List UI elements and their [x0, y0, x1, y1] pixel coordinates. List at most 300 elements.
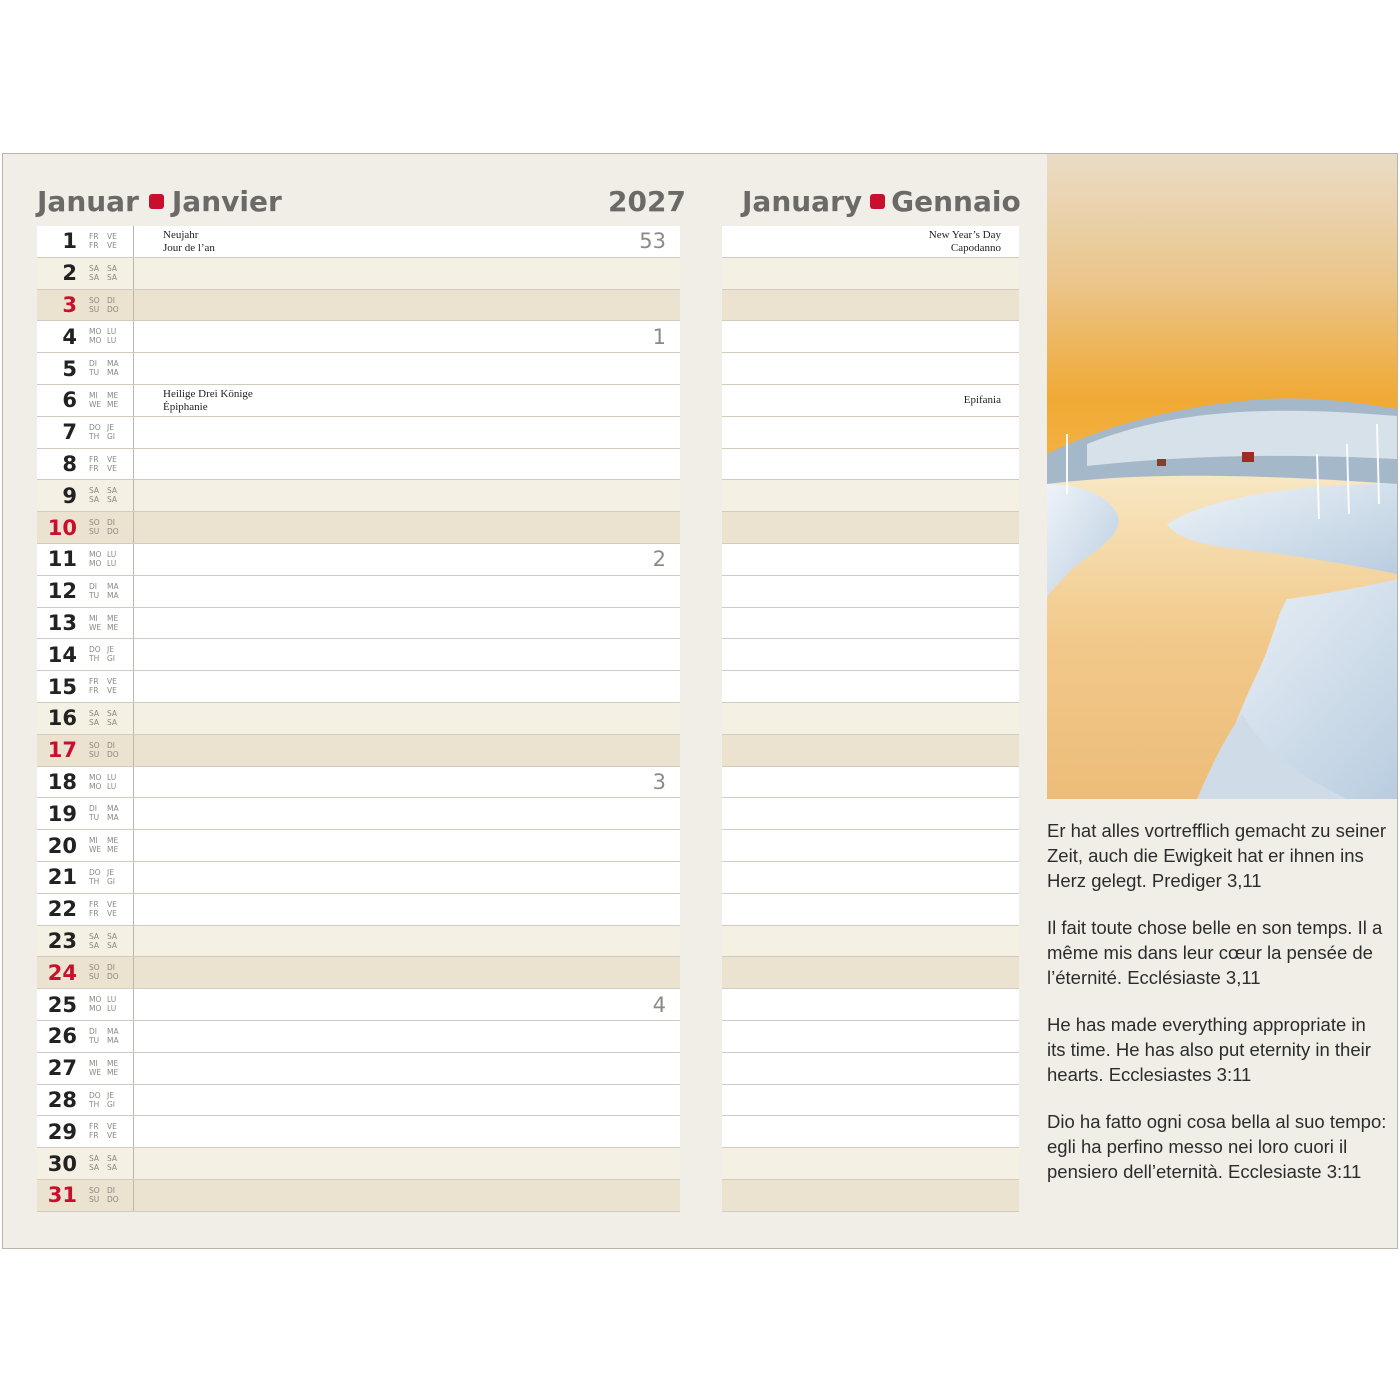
weekday-abbr: FR — [89, 1122, 99, 1132]
weekday-abbreviations — [89, 932, 129, 950]
weekday-abbr: SA — [89, 940, 100, 950]
weekday-abbr: SU — [89, 527, 100, 537]
weekday-abbr: VE — [107, 677, 117, 687]
weekday-abbr: VE — [107, 686, 117, 696]
weekday-abbreviations — [89, 900, 129, 918]
day-number: 13 — [47, 610, 77, 635]
column-divider — [133, 735, 134, 766]
weekday-abbr: SA — [107, 1154, 118, 1164]
day-row[interactable] — [37, 512, 680, 544]
day-number: 2 — [62, 261, 77, 286]
day-number: 10 — [47, 515, 77, 540]
weekday-abbr: LU — [107, 336, 117, 346]
day-number: 17 — [47, 738, 77, 763]
weekday-abbr: MO — [89, 781, 102, 791]
weekday-abbreviations — [89, 1186, 129, 1204]
weekday-abbr: DI — [107, 963, 115, 973]
day-row-notes[interactable] — [722, 480, 1019, 512]
weekday-abbr: VE — [107, 454, 117, 464]
day-number: 27 — [47, 1056, 77, 1081]
weekday-abbr: JE — [107, 1090, 114, 1100]
day-number: 15 — [47, 674, 77, 699]
weekday-abbr: DI — [107, 1185, 115, 1195]
holiday-note-line: Capodanno — [950, 242, 1001, 254]
day-row[interactable] — [37, 767, 680, 799]
weekday-abbreviations — [89, 868, 129, 886]
weekday-abbreviations — [89, 709, 129, 727]
weekday-abbr: MA — [107, 368, 119, 378]
weekday-abbreviations — [89, 995, 129, 1013]
day-row-notes[interactable] — [722, 608, 1019, 640]
column-divider — [133, 1116, 134, 1147]
holiday-note-line: New Year’s Day — [928, 229, 1001, 241]
weekday-abbr: DO — [89, 645, 101, 655]
day-row-notes[interactable] — [722, 417, 1019, 449]
day-row-notes[interactable] — [722, 385, 1019, 417]
weekday-abbr: SA — [107, 1163, 118, 1173]
day-row-notes[interactable] — [722, 258, 1019, 290]
weekday-abbr: FR — [89, 686, 99, 696]
day-number: 14 — [47, 642, 77, 667]
column-divider — [133, 544, 134, 575]
day-row-notes[interactable] — [722, 1148, 1019, 1180]
weekday-abbr: MA — [107, 1026, 119, 1036]
day-number: 22 — [47, 897, 77, 922]
weekday-abbr: DI — [107, 518, 115, 528]
weekday-abbreviations — [89, 1122, 129, 1140]
weekday-abbreviations — [89, 1091, 129, 1109]
column-divider — [133, 830, 134, 861]
day-row-notes[interactable] — [722, 894, 1019, 926]
day-row-notes[interactable] — [722, 830, 1019, 862]
weekday-abbr: LU — [107, 995, 117, 1005]
weekday-abbr: ME — [107, 613, 119, 623]
weekday-abbr: SO — [89, 295, 100, 305]
winter-river-illustration — [1047, 154, 1397, 799]
column-divider — [133, 1148, 134, 1179]
day-row-notes[interactable] — [722, 767, 1019, 799]
column-divider — [133, 226, 134, 257]
calendar-page — [2, 153, 1398, 1249]
day-row[interactable] — [37, 449, 680, 481]
day-number: 21 — [47, 865, 77, 890]
day-row[interactable] — [37, 576, 680, 608]
day-row-notes[interactable] — [722, 1116, 1019, 1148]
weekday-abbr: MA — [107, 804, 119, 814]
weekday-abbr: FR — [89, 232, 99, 241]
weekday-abbreviations — [89, 804, 129, 822]
weekday-abbr: SA — [107, 708, 118, 718]
weekday-abbr: SU — [89, 1194, 100, 1204]
weekday-abbreviations — [89, 327, 129, 345]
column-divider — [133, 798, 134, 829]
column-divider — [133, 957, 134, 988]
day-row-notes[interactable] — [722, 862, 1019, 894]
weekday-abbr: MO — [89, 558, 102, 568]
day-number: 25 — [47, 992, 77, 1017]
day-number: 9 — [62, 483, 77, 508]
day-row-notes[interactable] — [722, 576, 1019, 608]
weekday-abbr: TU — [89, 813, 100, 823]
column-divider — [133, 1085, 134, 1116]
weekday-abbr: TU — [89, 590, 100, 600]
verse-fr: Il fait toute chose belle en son temps. Il a même mis dans leur cœur la pensée de l’éternité. Ecclésiaste 3,11 — [1047, 917, 1383, 988]
weekday-abbr: MA — [107, 813, 119, 823]
weekday-abbreviations — [89, 518, 129, 536]
weekday-abbr: DO — [107, 1194, 119, 1204]
day-number: 8 — [62, 451, 77, 476]
weekday-abbr: WE — [89, 622, 102, 632]
day-number: 19 — [47, 801, 77, 826]
day-row-notes[interactable] — [722, 989, 1019, 1021]
day-number: 3 — [62, 292, 77, 317]
weekday-abbr: LU — [107, 549, 117, 559]
day-number: 12 — [47, 579, 77, 604]
weekday-abbreviations — [89, 391, 129, 409]
day-row[interactable] — [37, 1116, 680, 1148]
weekday-abbr: MI — [89, 1058, 98, 1068]
weekday-abbr: TH — [89, 431, 100, 441]
weekday-abbr: SA — [89, 272, 100, 282]
weekday-abbr: DO — [89, 867, 101, 877]
weekday-abbr: FR — [89, 1131, 99, 1141]
day-row-notes[interactable] — [722, 1053, 1019, 1085]
verse-it: Dio ha fatto ogni cosa bella al suo tempo: egli ha perfino messo nei loro cuori il pensiero dell’eternità. Ecclesiaste 3:11 — [1047, 1111, 1387, 1182]
day-row-notes[interactable] — [722, 671, 1019, 703]
weekday-abbr: VE — [107, 241, 117, 250]
day-row-notes[interactable] — [722, 1085, 1019, 1117]
day-row[interactable] — [37, 321, 680, 353]
weekday-abbr: VE — [107, 1131, 117, 1141]
day-row[interactable] — [37, 639, 680, 671]
weekday-abbr: SU — [89, 749, 100, 759]
weekday-abbr: GI — [107, 1099, 116, 1109]
column-divider — [133, 894, 134, 925]
weekday-abbr: ME — [107, 1067, 119, 1077]
day-row-notes[interactable] — [722, 290, 1019, 322]
weekday-abbreviations — [89, 486, 129, 504]
holiday-note-line: Heilige Drei Könige — [163, 387, 253, 400]
day-row[interactable] — [37, 1053, 680, 1085]
day-number: 18 — [47, 769, 77, 794]
day-number: 6 — [62, 388, 77, 413]
weekday-abbreviations — [89, 232, 129, 250]
red-square-icon — [870, 194, 885, 209]
weekday-abbreviations — [89, 296, 129, 314]
column-divider — [133, 512, 134, 543]
day-row-notes[interactable] — [722, 544, 1019, 576]
weekday-abbreviations — [89, 741, 129, 759]
weekday-abbr: LU — [107, 1004, 117, 1014]
day-number: 1 — [62, 229, 77, 254]
day-row-notes[interactable] — [722, 798, 1019, 830]
bible-verse-panel — [1047, 818, 1387, 1206]
weekday-abbreviations — [89, 550, 129, 568]
day-list-left — [37, 226, 680, 1212]
weekday-abbr: SA — [107, 931, 118, 941]
weekday-abbr: FR — [89, 677, 99, 687]
weekday-abbr: SO — [89, 963, 100, 973]
column-divider — [133, 767, 134, 798]
column-divider — [133, 703, 134, 734]
weekday-abbr: MI — [89, 613, 98, 623]
column-divider — [133, 1180, 134, 1211]
day-row[interactable] — [37, 258, 680, 290]
weekday-abbr: SA — [89, 717, 100, 727]
weekday-abbreviations — [89, 963, 129, 981]
weekday-abbr: SA — [107, 940, 118, 950]
weekday-abbr: VE — [107, 908, 117, 918]
day-row-notes[interactable] — [722, 449, 1019, 481]
winter-landscape-photo — [1047, 154, 1397, 799]
day-number: 24 — [47, 960, 77, 985]
weekday-abbr: ME — [107, 399, 119, 409]
weekday-abbr: TU — [89, 1035, 100, 1045]
column-divider — [133, 926, 134, 957]
day-number: 20 — [47, 833, 77, 858]
day-number: 31 — [47, 1183, 77, 1208]
column-divider — [133, 671, 134, 702]
weekday-abbr: ME — [107, 622, 119, 632]
column-divider — [133, 449, 134, 480]
weekday-abbr: WE — [89, 399, 102, 409]
day-row[interactable] — [37, 957, 680, 989]
column-divider — [133, 353, 134, 384]
weekday-abbreviations — [89, 677, 129, 695]
weekday-abbr: FR — [89, 454, 99, 464]
day-row-notes[interactable] — [722, 735, 1019, 767]
day-row-notes[interactable] — [722, 321, 1019, 353]
day-number: 29 — [47, 1119, 77, 1144]
weekday-abbr: TH — [89, 654, 100, 664]
day-row[interactable] — [37, 926, 680, 958]
day-row-notes[interactable] — [722, 353, 1019, 385]
day-row[interactable] — [37, 226, 680, 258]
weekday-abbr: GI — [107, 431, 116, 441]
weekday-abbr: DO — [107, 749, 119, 759]
weekday-abbreviations — [89, 455, 129, 473]
column-divider — [133, 321, 134, 352]
weekday-abbr: SA — [89, 931, 100, 941]
year-label: 2027 — [608, 185, 686, 218]
week-number: 1 — [652, 324, 666, 349]
column-divider — [133, 639, 134, 670]
column-divider — [133, 417, 134, 448]
weekday-abbr: FR — [89, 463, 99, 473]
weekday-abbr: LU — [107, 327, 117, 337]
weekday-abbr: LU — [107, 558, 117, 568]
weekday-abbr: FR — [89, 241, 99, 250]
holiday-note-line: Neujahr — [163, 229, 199, 241]
day-row-notes[interactable] — [722, 1021, 1019, 1053]
weekday-abbr: MO — [89, 336, 102, 346]
holiday-note-line: Épiphanie — [163, 400, 208, 413]
weekday-abbr: VE — [107, 1122, 117, 1132]
weekday-abbreviations — [89, 1027, 129, 1045]
day-row-notes[interactable] — [722, 1180, 1019, 1212]
day-number: 30 — [47, 1151, 77, 1176]
weekday-abbr: SA — [89, 708, 100, 718]
weekday-abbr: DI — [89, 804, 97, 814]
holiday-note — [964, 394, 1001, 407]
verse-en: He has made everything appropriate in its time. He has also put eternity in their hearts. Ecclesiastes 3:11 — [1047, 1014, 1371, 1085]
day-number: 16 — [47, 706, 77, 731]
holiday-note — [163, 388, 253, 414]
red-square-icon — [149, 194, 164, 209]
weekday-abbr: SA — [89, 495, 100, 505]
column-divider — [133, 862, 134, 893]
weekday-abbr: DO — [107, 527, 119, 537]
weekday-abbr: FR — [89, 899, 99, 909]
weekday-abbr: VE — [107, 463, 117, 473]
weekday-abbr: SA — [89, 486, 100, 496]
column-divider — [133, 385, 134, 416]
day-number: 4 — [62, 324, 77, 349]
weekday-abbreviations — [89, 645, 129, 663]
day-row[interactable] — [37, 735, 680, 767]
weekday-abbr: SA — [107, 495, 118, 505]
weekday-abbr: MO — [89, 549, 102, 559]
weekday-abbr: SO — [89, 1185, 100, 1195]
weekday-abbr: SO — [89, 740, 100, 750]
day-row-notes[interactable] — [722, 226, 1019, 258]
day-number: 11 — [47, 547, 77, 572]
month-en: January — [742, 185, 863, 218]
weekday-abbr: SA — [89, 263, 100, 273]
day-row-notes[interactable] — [722, 926, 1019, 958]
day-row[interactable] — [37, 862, 680, 894]
weekday-abbreviations — [89, 614, 129, 632]
day-row[interactable] — [37, 830, 680, 862]
day-number: 26 — [47, 1024, 77, 1049]
day-row-notes[interactable] — [722, 957, 1019, 989]
day-row[interactable] — [37, 1148, 680, 1180]
weekday-abbr: MA — [107, 1035, 119, 1045]
day-row[interactable] — [37, 703, 680, 735]
weekday-abbr: LU — [107, 772, 117, 782]
weekday-abbr: SA — [107, 717, 118, 727]
weekday-abbr: DI — [89, 1026, 97, 1036]
day-row[interactable] — [37, 385, 680, 417]
day-row[interactable] — [37, 1021, 680, 1053]
week-number: 53 — [639, 229, 666, 254]
day-row-notes[interactable] — [722, 512, 1019, 544]
weekday-abbr: MA — [107, 590, 119, 600]
column-divider — [133, 480, 134, 511]
column-divider — [133, 989, 134, 1020]
month-fr: Janvier — [171, 185, 282, 218]
weekday-abbr: SA — [107, 486, 118, 496]
week-number: 4 — [652, 992, 666, 1017]
weekday-abbr: SA — [89, 1163, 100, 1173]
weekday-abbr: ME — [107, 836, 119, 846]
day-row[interactable] — [37, 353, 680, 385]
weekday-abbr: GI — [107, 654, 116, 664]
weekday-abbr: SA — [107, 263, 118, 273]
weekday-abbr: MO — [89, 1004, 102, 1014]
weekday-abbr: MO — [89, 327, 102, 337]
weekday-abbreviations — [89, 582, 129, 600]
weekday-abbr: MO — [89, 772, 102, 782]
day-row-notes[interactable] — [722, 639, 1019, 671]
weekday-abbr: DI — [89, 581, 97, 591]
day-row[interactable] — [37, 290, 680, 322]
weekday-abbr: SA — [89, 1154, 100, 1164]
weekday-abbr: ME — [107, 1058, 119, 1068]
weekday-abbreviations — [89, 1059, 129, 1077]
weekday-abbreviations — [89, 836, 129, 854]
weekday-abbr: DO — [89, 422, 101, 432]
weekday-abbr: DO — [107, 972, 119, 982]
day-row[interactable] — [37, 798, 680, 830]
weekday-abbr: DI — [89, 359, 97, 369]
weekday-abbr: MA — [107, 581, 119, 591]
weekday-abbreviations — [89, 773, 129, 791]
weekday-abbr: TU — [89, 368, 100, 378]
weekday-abbr: WE — [89, 845, 102, 855]
weekday-abbr: ME — [107, 390, 119, 400]
column-divider — [133, 608, 134, 639]
weekday-abbr: JE — [107, 645, 114, 655]
weekday-abbr: MO — [89, 995, 102, 1005]
day-number: 7 — [62, 420, 77, 445]
day-row-notes[interactable] — [722, 703, 1019, 735]
holiday-note — [163, 229, 215, 255]
month-de: Januar — [37, 185, 139, 218]
day-number: 5 — [62, 356, 77, 381]
day-number: 23 — [47, 928, 77, 953]
day-row[interactable] — [37, 608, 680, 640]
weekday-abbr: DI — [107, 295, 115, 305]
week-number: 3 — [652, 769, 666, 794]
weekday-abbr: WE — [89, 1067, 102, 1077]
weekday-abbr: MI — [89, 836, 98, 846]
weekday-abbr: TH — [89, 876, 100, 886]
day-number: 28 — [47, 1087, 77, 1112]
day-row[interactable] — [37, 1085, 680, 1117]
column-divider — [133, 1053, 134, 1084]
weekday-abbreviations — [89, 264, 129, 282]
day-row[interactable] — [37, 417, 680, 449]
day-row[interactable] — [37, 894, 680, 926]
weekday-abbr: JE — [107, 867, 114, 877]
weekday-abbr: VE — [107, 232, 117, 241]
month-it: Gennaio — [891, 185, 1021, 218]
column-divider — [133, 576, 134, 607]
weekday-abbr: ME — [107, 845, 119, 855]
weekday-abbr: FR — [89, 908, 99, 918]
weekday-abbr: MA — [107, 359, 119, 369]
weekday-abbr: SA — [107, 272, 118, 282]
holiday-note-line: Epifania — [963, 393, 1001, 406]
day-list-right — [722, 226, 1019, 1212]
column-divider — [133, 290, 134, 321]
weekday-abbr: TH — [89, 1099, 100, 1109]
day-row[interactable] — [37, 989, 680, 1021]
weekday-abbr: JE — [107, 422, 114, 432]
weekday-abbreviations — [89, 359, 129, 377]
verse-de: Er hat alles vortrefflich gemacht zu seiner Zeit, auch die Ewigkeit hat er ihnen ins Herz gelegt. Prediger 3,11 — [1047, 820, 1386, 891]
weekday-abbr: VE — [107, 899, 117, 909]
weekday-abbreviations — [89, 1154, 129, 1172]
day-row[interactable] — [37, 480, 680, 512]
day-row[interactable] — [37, 671, 680, 703]
weekday-abbr: SO — [89, 518, 100, 528]
day-row[interactable] — [37, 544, 680, 576]
weekday-abbreviations — [89, 423, 129, 441]
day-row[interactable] — [37, 1180, 680, 1212]
month-title-en-it — [742, 182, 1021, 222]
